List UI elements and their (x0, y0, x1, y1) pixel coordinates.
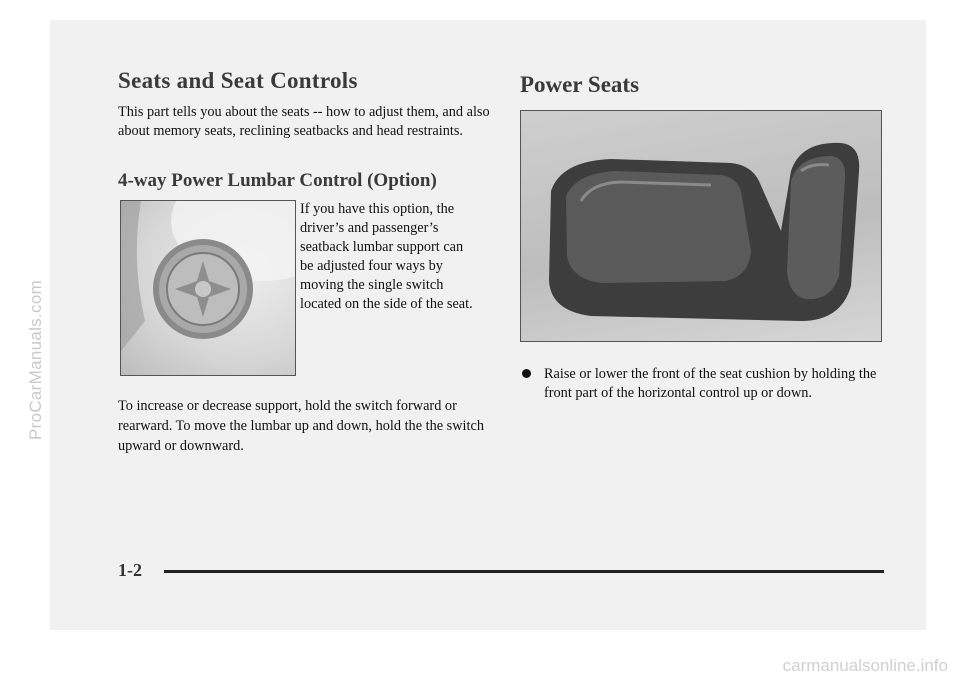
bullet-item (522, 365, 904, 403)
power-seat-control-photo (520, 110, 882, 342)
page-number: 1-2 (118, 560, 142, 580)
lumbar-description: If you have this option, the driver’s and passenger’s seatback lumbar support can be adjusted four ways by moving the single switch located on the side of the seat. (300, 201, 473, 312)
lumbar-switch-photo (120, 200, 296, 376)
intro-paragraph: This part tells you about the seats -- how to adjust them, and also about memory seats, reclining seatbacks and head restraints. (118, 104, 490, 139)
bullet-text: Raise or lower the front of the seat cushion by holding the front part of the horizontal control up or down. (544, 366, 877, 401)
bottom-watermark: carmanualsonline.info (782, 656, 948, 675)
section-title-lumbar: 4-way Power Lumbar Control (Option) (118, 170, 437, 191)
lumbar-switch-illustration (121, 201, 295, 375)
section-title-seats: Seats and Seat Controls (118, 68, 358, 93)
section-title-power-seats: Power Seats (520, 72, 640, 97)
bullet-dot-icon (522, 369, 531, 378)
footer-rule (164, 570, 884, 573)
lumbar-adjust-paragraph: To increase or decrease support, hold the switch forward or rearward. To move the lumbar up and down, hold the the switch upward or downward. (118, 398, 484, 454)
side-watermark: ProCarManuals.com (26, 279, 45, 440)
power-seat-control-illustration (521, 111, 881, 341)
